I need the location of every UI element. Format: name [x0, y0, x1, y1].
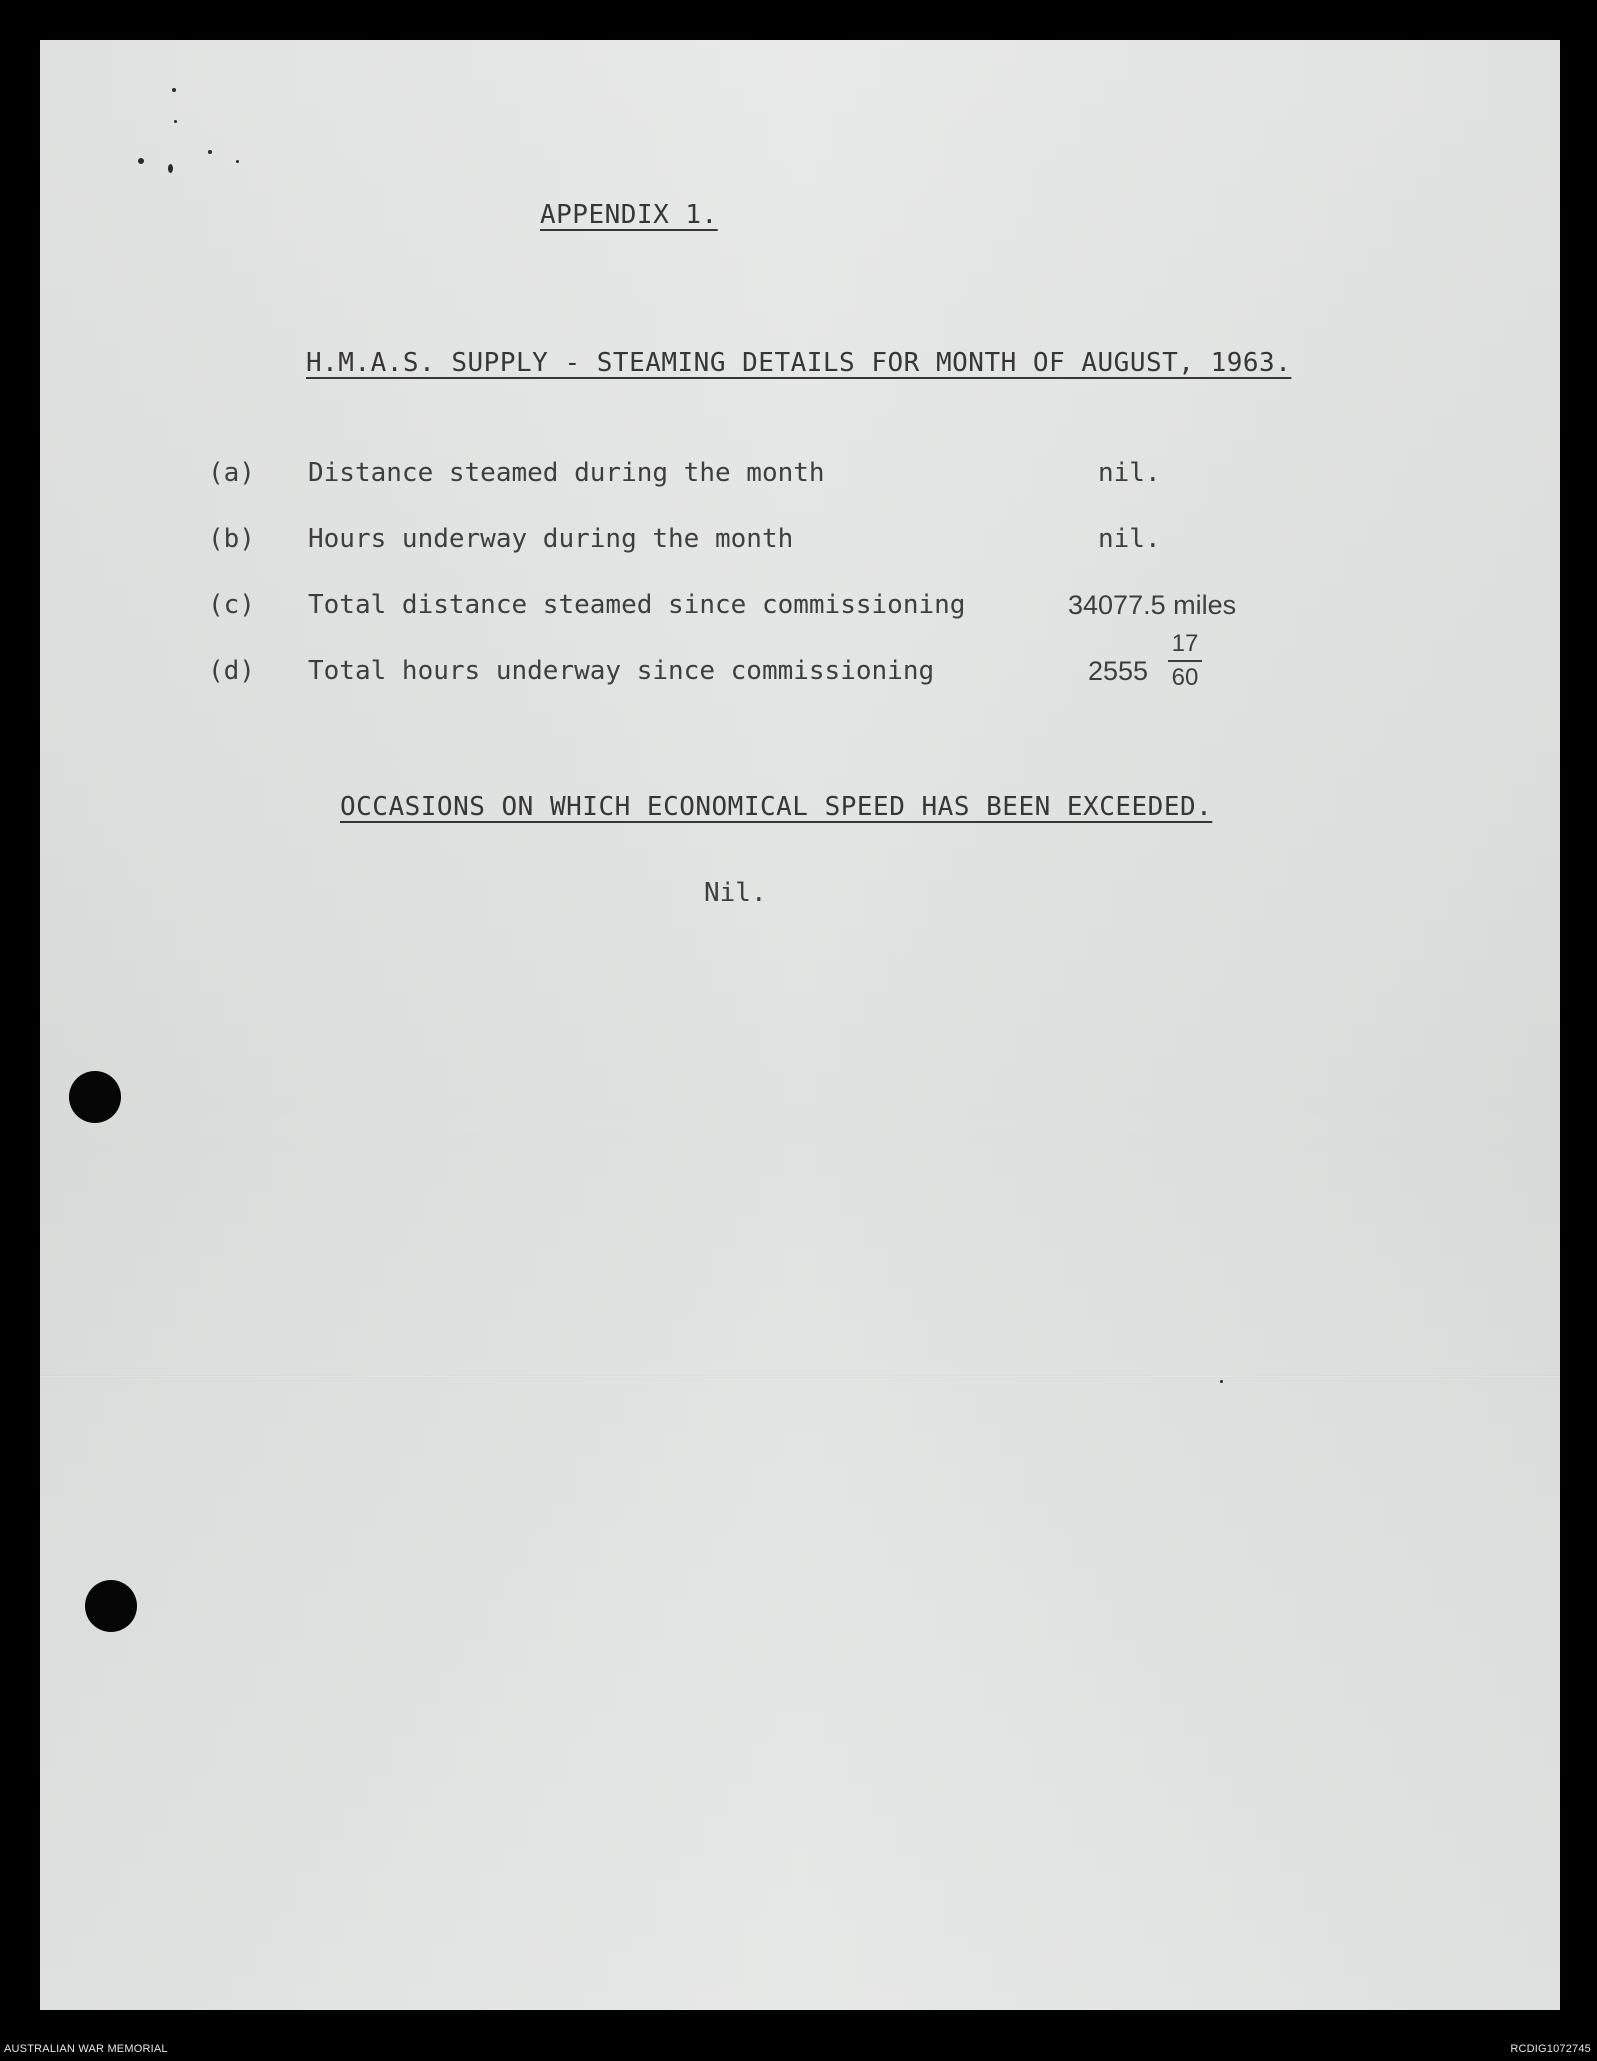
list-item [40, 458, 1560, 498]
ink-speck [208, 150, 212, 154]
list-item [40, 524, 1560, 564]
list-item [40, 590, 1560, 630]
ink-speck [236, 160, 239, 163]
archive-reference: RCDIG1072745 [1510, 2043, 1591, 2055]
ink-speck [168, 164, 173, 173]
item-letter: (c) [208, 590, 255, 620]
appendix-heading: APPENDIX 1. [540, 200, 718, 230]
item-description: Total distance steamed since commissioning [308, 590, 966, 620]
paper-fold [40, 1375, 1560, 1378]
item-description: Distance steamed during the month [308, 458, 825, 488]
item-description: Total hours underway since commissioning [308, 656, 935, 686]
item-letter: (a) [208, 458, 255, 488]
item-value: 34077.5 miles [1068, 590, 1237, 620]
paper-sheet [40, 40, 1560, 2010]
fraction-denominator: 60 [1171, 664, 1199, 691]
item-letter: (d) [208, 656, 255, 686]
item-description: Hours underway during the month [308, 524, 794, 554]
fraction-numerator: 17 [1171, 630, 1199, 657]
item-value: 2555 [1088, 656, 1149, 686]
ink-speck [138, 158, 144, 164]
punch-hole [85, 1580, 137, 1632]
item-value: nil. [1098, 524, 1161, 554]
item-letter: (b) [208, 524, 255, 554]
occasions-heading: OCCASIONS ON WHICH ECONOMICAL SPEED HAS BEEN EXCEEDED. [340, 792, 1213, 822]
punch-hole [69, 1071, 121, 1123]
fraction-bar [1168, 660, 1202, 662]
ink-speck [1220, 1380, 1223, 1383]
list-item [40, 630, 1560, 696]
occasions-value: Nil. [704, 878, 767, 908]
archive-caption: AUSTRALIAN WAR MEMORIAL [4, 2043, 168, 2055]
item-value: nil. [1098, 458, 1161, 488]
ink-speck [172, 88, 176, 92]
ink-speck [174, 120, 177, 123]
page-title: H.M.A.S. SUPPLY - STEAMING DETAILS FOR MONTH OF AUGUST, 1963. [306, 348, 1292, 378]
